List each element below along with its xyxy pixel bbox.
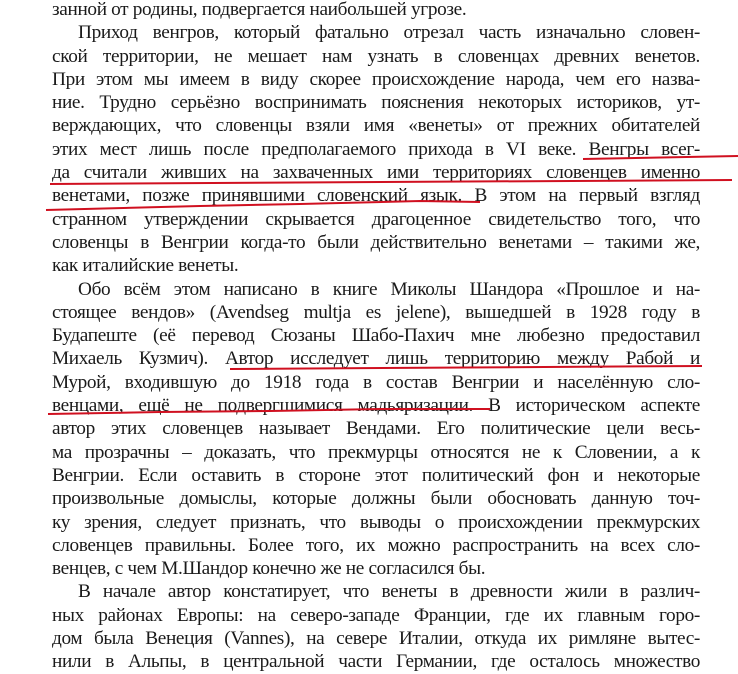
text-line: Приход венгров, который фатально отрезал часть изначально словен-	[78, 22, 700, 44]
text-line: Обо всём этом написано в книге Миколы Шандора «Прошлое и на-	[78, 278, 700, 300]
text-line: Мурой, входившую до 1918 года в состав Венгрии и населённую сло-	[52, 371, 700, 393]
text-line: нили в Альпы, в центральной части Германии, где осталось множество	[52, 651, 700, 673]
text-line: ных районах Европы: на северо-западе Франции, где их главным горо-	[52, 604, 700, 626]
text-line: да считали живших на захваченных ими территориях словенцев именно	[52, 162, 700, 184]
text-line: ской территории, не мешает нам узнать в словенцах древних венетов.	[52, 45, 700, 67]
text-line: словенцев правильны. Более того, их можно распространить на всех сло-	[52, 534, 700, 556]
scanned-book-page	[52, 0, 700, 674]
text-line: словенцы в Венгрии когда-то были действительно венетами – такими же,	[52, 231, 700, 253]
text-line: произвольные домыслы, которые должны были обосновать данную точ-	[52, 488, 700, 510]
text-line: автор этих словенцев называет Вендами. Его политические цели весь-	[52, 418, 700, 440]
text-line: венетами, позже принявшими словенский язык. В этом на первый взгляд	[52, 185, 700, 207]
text-line: Будапеште (её перевод Сюзаны Шабо-Пахич мне любезно предоставил	[52, 325, 700, 347]
text-line: ку зрения, следует признать, что выводы о происхождении прекмурских	[52, 511, 700, 533]
text-line: ма прозрачны – доказать, что прекмурцы относятся не к Словении, а к	[52, 441, 700, 463]
text-line: как италийские венеты.	[52, 255, 239, 277]
text-line: венцами, ещё не подвергшимися мадьяризации. В историческом аспекте	[52, 395, 700, 417]
text-line: При этом мы имеем в виду скорее происхождение народа, чем его назва-	[52, 68, 700, 90]
text-line: верждающих, что словенцы взяли имя «венеты» от прежних обитателей	[52, 115, 700, 137]
text-line: В начале автор констатирует, что венеты в древности жили в различ-	[78, 581, 700, 603]
text-line: занной от родины, подвергается наибольшей угрозе.	[52, 0, 467, 20]
text-line: странном утверждении скрывается драгоценное свидетельство того, что	[52, 208, 700, 230]
text-line: венцев, с чем М.Шандор конечно же не согласился бы.	[52, 558, 486, 580]
text-line: Венгрии. Если оставить в стороне этот политический фон и некоторые	[52, 464, 700, 486]
text-line: этих мест лишь после предполагаемого прихода в VI веке. Венгры всег-	[52, 138, 700, 160]
text-line: стоящее вендов» (Avendseg multja es jelene), вышедшей в 1928 году в	[52, 301, 700, 323]
text-line: ние. Трудно серьёзно воспринимать пояснения некоторых историков, ут-	[52, 92, 700, 114]
text-line: Михаель Кузмич). Автор исследует лишь территорию между Рабой и	[52, 348, 700, 370]
text-line: дом была Венеция (Vannes), на севере Италии, откуда их римляне вытес-	[52, 628, 700, 650]
